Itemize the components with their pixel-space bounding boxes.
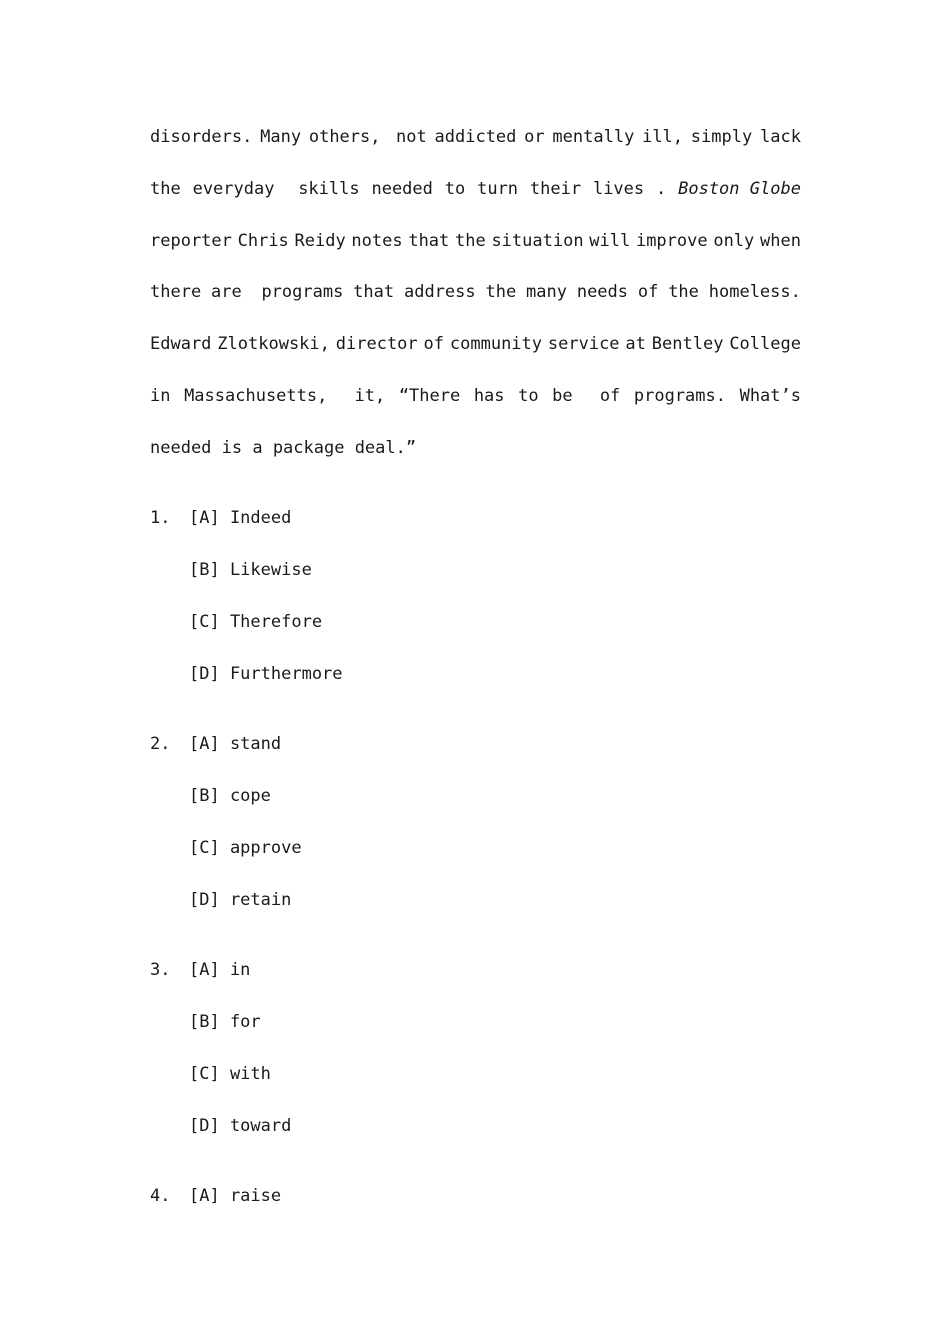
question-3-option-d-row (150, 1106, 800, 1158)
word: has (473, 385, 505, 406)
question-list (150, 498, 800, 1228)
option-a: [A] stand (189, 734, 282, 754)
word: that (353, 282, 395, 303)
word: lives (592, 178, 645, 199)
word: are (211, 282, 242, 303)
word: programs (261, 282, 344, 303)
question-number: 4. (150, 1186, 171, 1206)
passage-line-2 (150, 170, 801, 222)
word: needed is a package deal.” (150, 437, 417, 458)
word: Reidy (294, 230, 346, 251)
question-1-option-c-row (150, 602, 800, 654)
passage-line-4 (150, 273, 801, 325)
word: situation (491, 230, 584, 251)
word: turn (477, 178, 519, 199)
word: will (589, 230, 631, 251)
word: director (335, 334, 418, 355)
word: the (455, 230, 486, 251)
question-3 (150, 950, 800, 1002)
word: homeless. (708, 282, 801, 303)
word: reporter (150, 230, 232, 251)
word: Chris (237, 230, 289, 251)
option-b: [B] for (189, 1012, 261, 1032)
question-number: 3. (150, 960, 171, 980)
word: others, (308, 127, 381, 147)
passage-line-3 (150, 222, 801, 274)
option-b: [B] cope (189, 786, 271, 806)
word: address (403, 282, 476, 303)
word: lack (759, 127, 801, 147)
word: of (423, 334, 445, 355)
word: their (529, 178, 582, 199)
question-4 (150, 1176, 800, 1228)
word: improve (635, 230, 708, 251)
word: What’s (739, 385, 801, 406)
word: skills (298, 178, 360, 199)
word: addicted (434, 127, 517, 147)
option-d: [D] Furthermore (189, 664, 343, 684)
word: Bentley (651, 334, 724, 355)
question-number: 2. (150, 734, 171, 754)
word: programs. (633, 385, 726, 406)
option-d: [D] toward (189, 1116, 292, 1136)
passage-line-7 (150, 429, 801, 481)
word: it, (354, 385, 386, 406)
question-3-option-b-row (150, 1002, 800, 1054)
word: there (150, 282, 202, 303)
question-1 (150, 498, 800, 550)
question-1-option-d-row (150, 654, 800, 706)
option-a: [A] Indeed (189, 508, 292, 528)
word: or (524, 127, 545, 147)
word: everyday (192, 178, 275, 199)
word: to (518, 385, 539, 406)
word: Zlotkowski, (217, 334, 330, 355)
question-2 (150, 724, 800, 776)
word: to (444, 178, 466, 199)
option-d: [D] retain (189, 890, 292, 910)
word: the (668, 282, 699, 303)
question-2-option-c-row (150, 828, 800, 880)
option-c: [C] Therefore (189, 612, 323, 632)
option-c: [C] with (189, 1064, 271, 1084)
option-a: [A] in (189, 960, 251, 980)
word: in (150, 385, 171, 406)
word: Many (260, 127, 302, 147)
passage-line-1 (150, 118, 801, 170)
question-number: 1. (150, 508, 171, 528)
word: only (713, 230, 755, 251)
publication-title: Boston Globe (678, 178, 801, 199)
word: needed (371, 178, 433, 199)
word: when (760, 230, 801, 251)
word: . (656, 178, 667, 199)
passage-line-6 (150, 377, 801, 429)
word: many (526, 282, 567, 303)
word: of (637, 282, 659, 303)
word: of (599, 385, 621, 406)
word: mentally (552, 127, 635, 147)
word: the (150, 178, 181, 199)
word: disorders. (150, 127, 253, 147)
question-1-option-b-row (150, 550, 800, 602)
word: not (396, 127, 427, 147)
option-c: [C] approve (189, 838, 302, 858)
word: needs (576, 282, 629, 303)
option-b: [B] Likewise (189, 560, 312, 580)
word: College (729, 334, 801, 355)
word: be (552, 385, 573, 406)
word: “There (398, 385, 461, 406)
question-spacer (150, 706, 800, 724)
word: at (625, 334, 646, 355)
option-a: [A] raise (189, 1186, 282, 1206)
word: notes (351, 230, 403, 251)
question-2-option-d-row (150, 880, 800, 932)
word: simply (690, 127, 753, 147)
passage-paragraph (150, 118, 801, 481)
question-2-option-b-row (150, 776, 800, 828)
question-spacer (150, 932, 800, 950)
word: Edward (150, 334, 212, 355)
word: that (408, 230, 450, 251)
word: community (449, 334, 543, 355)
question-spacer (150, 1158, 800, 1176)
word: the (485, 282, 517, 303)
word: Massachusetts, (184, 385, 328, 406)
question-3-option-c-row (150, 1054, 800, 1106)
passage-line-5 (150, 325, 801, 377)
word: service (547, 334, 620, 355)
word: ill, (642, 127, 684, 147)
